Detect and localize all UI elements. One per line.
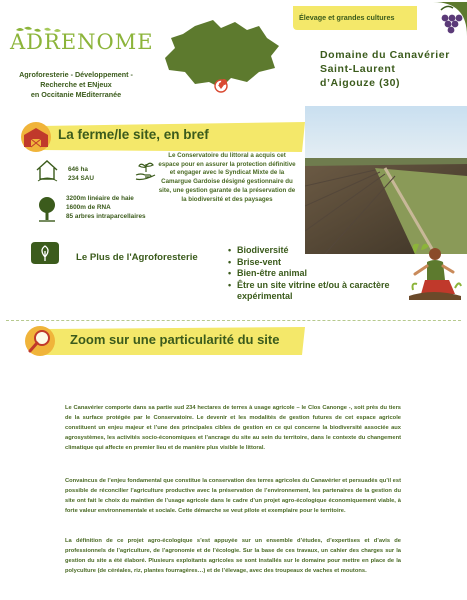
zoom-paragraph: Le Canavérier comporte dans sa partie sud 234 hectares de terres à usage agricole – le Clos Canonge -, soit près du tiers de la surface protégée par le Conservatoire. Le devenir et les modalités de gestion futures de cet espace agricole constituent un enjeu majeur et l’une des principales cibles de gestion en ce qui concerne la biodiversité associée aux agrosystèmes, les activités socio-économiques et l’ancrage du site au sein du territoire, dans le contexte du changement climatique qui affecte en premier lieu et de manière plus visible le littoral. — [65, 405, 401, 451]
tagline-line: Agroforesterie - Développement - — [19, 70, 133, 79]
tree-icon — [36, 196, 58, 222]
domain-title-line: Domaine du Canavérier — [320, 49, 450, 61]
logo-text: ADRENOME — [10, 30, 154, 54]
leaf-tree-icon — [30, 240, 60, 266]
zoom-paragraph: Convaincus de l’enjeu fondamental que constitue la conservation des terres agricoles du Canavérier et persuadés qu’il est possible de réconcilier l’agriculture productive avec la préservation de l’environnement, les partenaires de la gestion du site ont fait le choix du maintien de l’usage agricole dans le cadre d’un projet agro-écologique économiquement viable, à forte valeur environnementale et sociale. Cette démarche se veut pilote et exemplaire pour le territoire. — [65, 478, 401, 514]
grapes-icon — [423, 2, 467, 44]
category-badge: Élevage et grandes cultures — [293, 6, 417, 30]
list-item: • Être un site vitrine et/ou à caractère expérimental — [228, 280, 418, 303]
stat-hedges — [66, 194, 146, 221]
tagline — [6, 70, 146, 100]
list-item: • Biodiversité — [228, 245, 418, 257]
section-divider — [6, 320, 461, 321]
stat-line: 85 arbres intraparcellaires — [66, 213, 146, 220]
stat-line: 234 SAU — [68, 174, 94, 182]
tagline-line: Recherche et ENjeux — [40, 80, 112, 89]
list-item: • Brise-vent — [228, 257, 418, 269]
stat-line: 1600m de RNA — [66, 204, 111, 211]
occitanie-map-icon — [155, 12, 285, 102]
location-pin-icon — [215, 79, 227, 92]
hand-plant-icon — [135, 160, 157, 182]
domain-title — [320, 48, 460, 90]
field-photo — [305, 106, 467, 254]
tagline-line: en Occitanie MEditerranée — [30, 90, 122, 99]
stat-line: 646 ha — [68, 166, 88, 173]
plus-list — [228, 245, 418, 303]
list-item: • Bien-être animal — [228, 268, 418, 280]
stat-line: 3200m linéaire de haie — [66, 195, 134, 202]
ferme-title: La ferme/le site, en bref — [58, 127, 209, 142]
domain-title-line: d’Aigouze (30) — [320, 77, 401, 89]
house-icon — [35, 158, 59, 182]
plus-title: Le Plus de l'Agroforesterie — [76, 252, 198, 263]
domain-title-line: Saint-Laurent — [320, 63, 396, 75]
stat-surface — [68, 166, 94, 183]
ferme-description: Le Conservatoire du littoral a acquis cet espace pour en assurer la protection définitive et engager avec le Syndicat Mixte de la Camargue Gardoise désigné gestionnaire du site, une gestion garante de la préservation de la biodiversité et des paysages — [158, 152, 296, 203]
zoom-paragraph: La définition de ce projet agro-écologique s’est appuyée sur un ensemble d’études, d’expertises et d’avis de professionnels de l’agriculture, de l’agronomie et de l’écologie. Sur la base de ces travaux, un cahier des charges sur la gestion du site a été élaboré. Plusieurs exploitants agricoles se sont installés sur le domaine pour mettre en place de la polyculture (de céréales, riz, plantes fourragères…) et de l’élevage, avec des troupeaux de vaches et moutons. — [65, 538, 401, 574]
zoom-title: Zoom sur une particularité du site — [70, 332, 280, 347]
gardener-illustration — [405, 240, 463, 302]
